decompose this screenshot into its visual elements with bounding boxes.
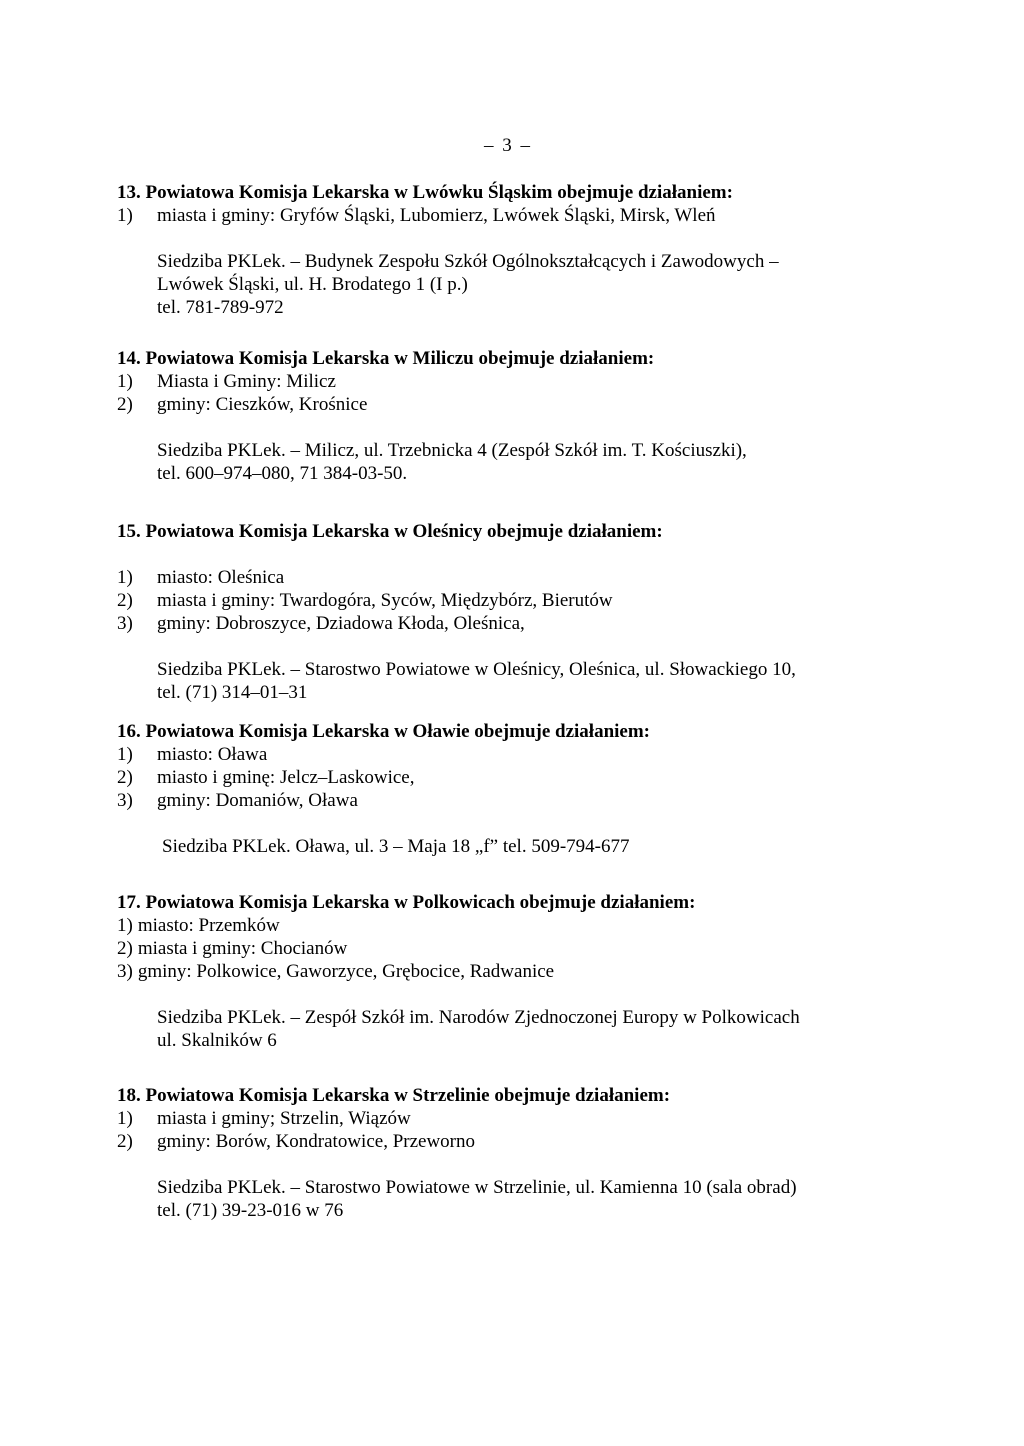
commission-section-14 — [117, 347, 917, 485]
list-item — [117, 1107, 917, 1130]
list-item — [117, 393, 917, 416]
section-heading: 15. Powiatowa Komisja Lekarska w Oleśnicy obejmuje działaniem: — [117, 521, 663, 542]
seat-line: ul. Skalników 6 — [157, 1030, 277, 1051]
item-text: gminy: Borów, Kondratowice, Przeworno — [157, 1131, 476, 1152]
item-text: gminy: Cieszków, Krośnice — [157, 394, 368, 415]
item-number: 2) — [117, 590, 133, 611]
list-item — [117, 370, 917, 393]
seat-line: tel. (71) 39-23-016 w 76 — [157, 1200, 344, 1221]
item-text: miasto: Przemków — [137, 915, 280, 936]
list-item — [117, 204, 917, 227]
item-number: 2) — [117, 767, 133, 788]
seat-line: tel. (71) 314–01–31 — [157, 682, 308, 703]
list-item — [117, 566, 917, 589]
commission-section-17 — [117, 891, 917, 1052]
item-text: gminy: Polkowice, Gaworzyce, Grębocice, Radwanice — [137, 961, 555, 982]
item-text: gminy: Domaniów, Oława — [157, 790, 358, 811]
seat-line: tel. 600–974–080, 71 384-03-50. — [157, 463, 408, 484]
commission-section-13 — [117, 181, 917, 319]
section-heading: 17. Powiatowa Komisja Lekarska w Polkowicach obejmuje działaniem: — [117, 892, 696, 913]
section-heading: 18. Powiatowa Komisja Lekarska w Strzelinie obejmuje działaniem: — [117, 1085, 671, 1106]
item-text: miasto i gminę: Jelcz–Laskowice, — [157, 767, 415, 788]
section-heading: 16. Powiatowa Komisja Lekarska w Oławie obejmuje działaniem: — [117, 721, 651, 742]
item-number: 1) — [117, 915, 133, 936]
list-item — [117, 960, 917, 983]
item-text: miasto: Oleśnica — [157, 567, 285, 588]
page-number: – 3 – — [484, 135, 532, 156]
item-text: miasta i gminy: Chocianów — [137, 938, 348, 959]
section-heading: 14. Powiatowa Komisja Lekarska w Miliczu obejmuje działaniem: — [117, 348, 655, 369]
item-number: 1) — [117, 1108, 133, 1129]
seat-line: tel. 781-789-972 — [157, 297, 284, 318]
commission-section-18 — [117, 1084, 917, 1222]
list-item — [117, 789, 917, 812]
item-text: Miasta i Gminy: Milicz — [157, 371, 336, 392]
seat-line: Siedziba PKLek. – Zespół Szkół im. Narodów Zjednoczonej Europy w Polkowicach — [157, 1007, 800, 1028]
item-number: 2) — [117, 938, 133, 959]
item-number: 2) — [117, 1131, 133, 1152]
seat-line: Siedziba PKLek. Oława, ul. 3 – Maja 18 „f” tel. 509-794-677 — [162, 836, 630, 857]
item-number: 3) — [117, 961, 133, 982]
list-item — [117, 937, 917, 960]
item-number: 1) — [117, 567, 133, 588]
item-text: miasta i gminy; Strzelin, Wiązów — [157, 1108, 411, 1129]
item-text: miasto: Oława — [157, 744, 268, 765]
seat-line: Siedziba PKLek. – Starostwo Powiatowe w Strzelinie, ul. Kamienna 10 (sala obrad) — [157, 1177, 797, 1198]
item-text: miasta i gminy: Gryfów Śląski, Lubomierz, Lwówek Śląski, Mirsk, Wleń — [157, 205, 716, 226]
item-number: 3) — [117, 790, 133, 811]
item-text: gminy: Dobroszyce, Dziadowa Kłoda, Oleśnica, — [157, 613, 525, 634]
item-number: 2) — [117, 394, 133, 415]
seat-line: Lwówek Śląski, ul. H. Brodatego 1 (I p.) — [157, 274, 468, 295]
list-item — [117, 589, 917, 612]
item-number: 3) — [117, 613, 133, 634]
list-item — [117, 914, 917, 937]
list-item — [117, 743, 917, 766]
list-item — [117, 1130, 917, 1153]
commission-section-16 — [117, 720, 917, 858]
list-item — [117, 612, 917, 635]
list-item — [117, 766, 917, 789]
seat-line: Siedziba PKLek. – Budynek Zespołu Szkół Ogólnokształcących i Zawodowych – — [157, 251, 779, 272]
item-number: 1) — [117, 744, 133, 765]
item-number: 1) — [117, 371, 133, 392]
section-heading: 13. Powiatowa Komisja Lekarska w Lwówku Śląskim obejmuje działaniem: — [117, 182, 733, 203]
commission-section-15 — [117, 520, 917, 704]
seat-line: Siedziba PKLek. – Starostwo Powiatowe w Oleśnicy, Oleśnica, ul. Słowackiego 10, — [157, 659, 796, 680]
item-text: miasta i gminy: Twardogóra, Syców, Międzybórz, Bierutów — [157, 590, 613, 611]
item-number: 1) — [117, 205, 133, 226]
seat-line: Siedziba PKLek. – Milicz, ul. Trzebnicka 4 (Zespół Szkół im. T. Kościuszki), — [157, 440, 747, 461]
